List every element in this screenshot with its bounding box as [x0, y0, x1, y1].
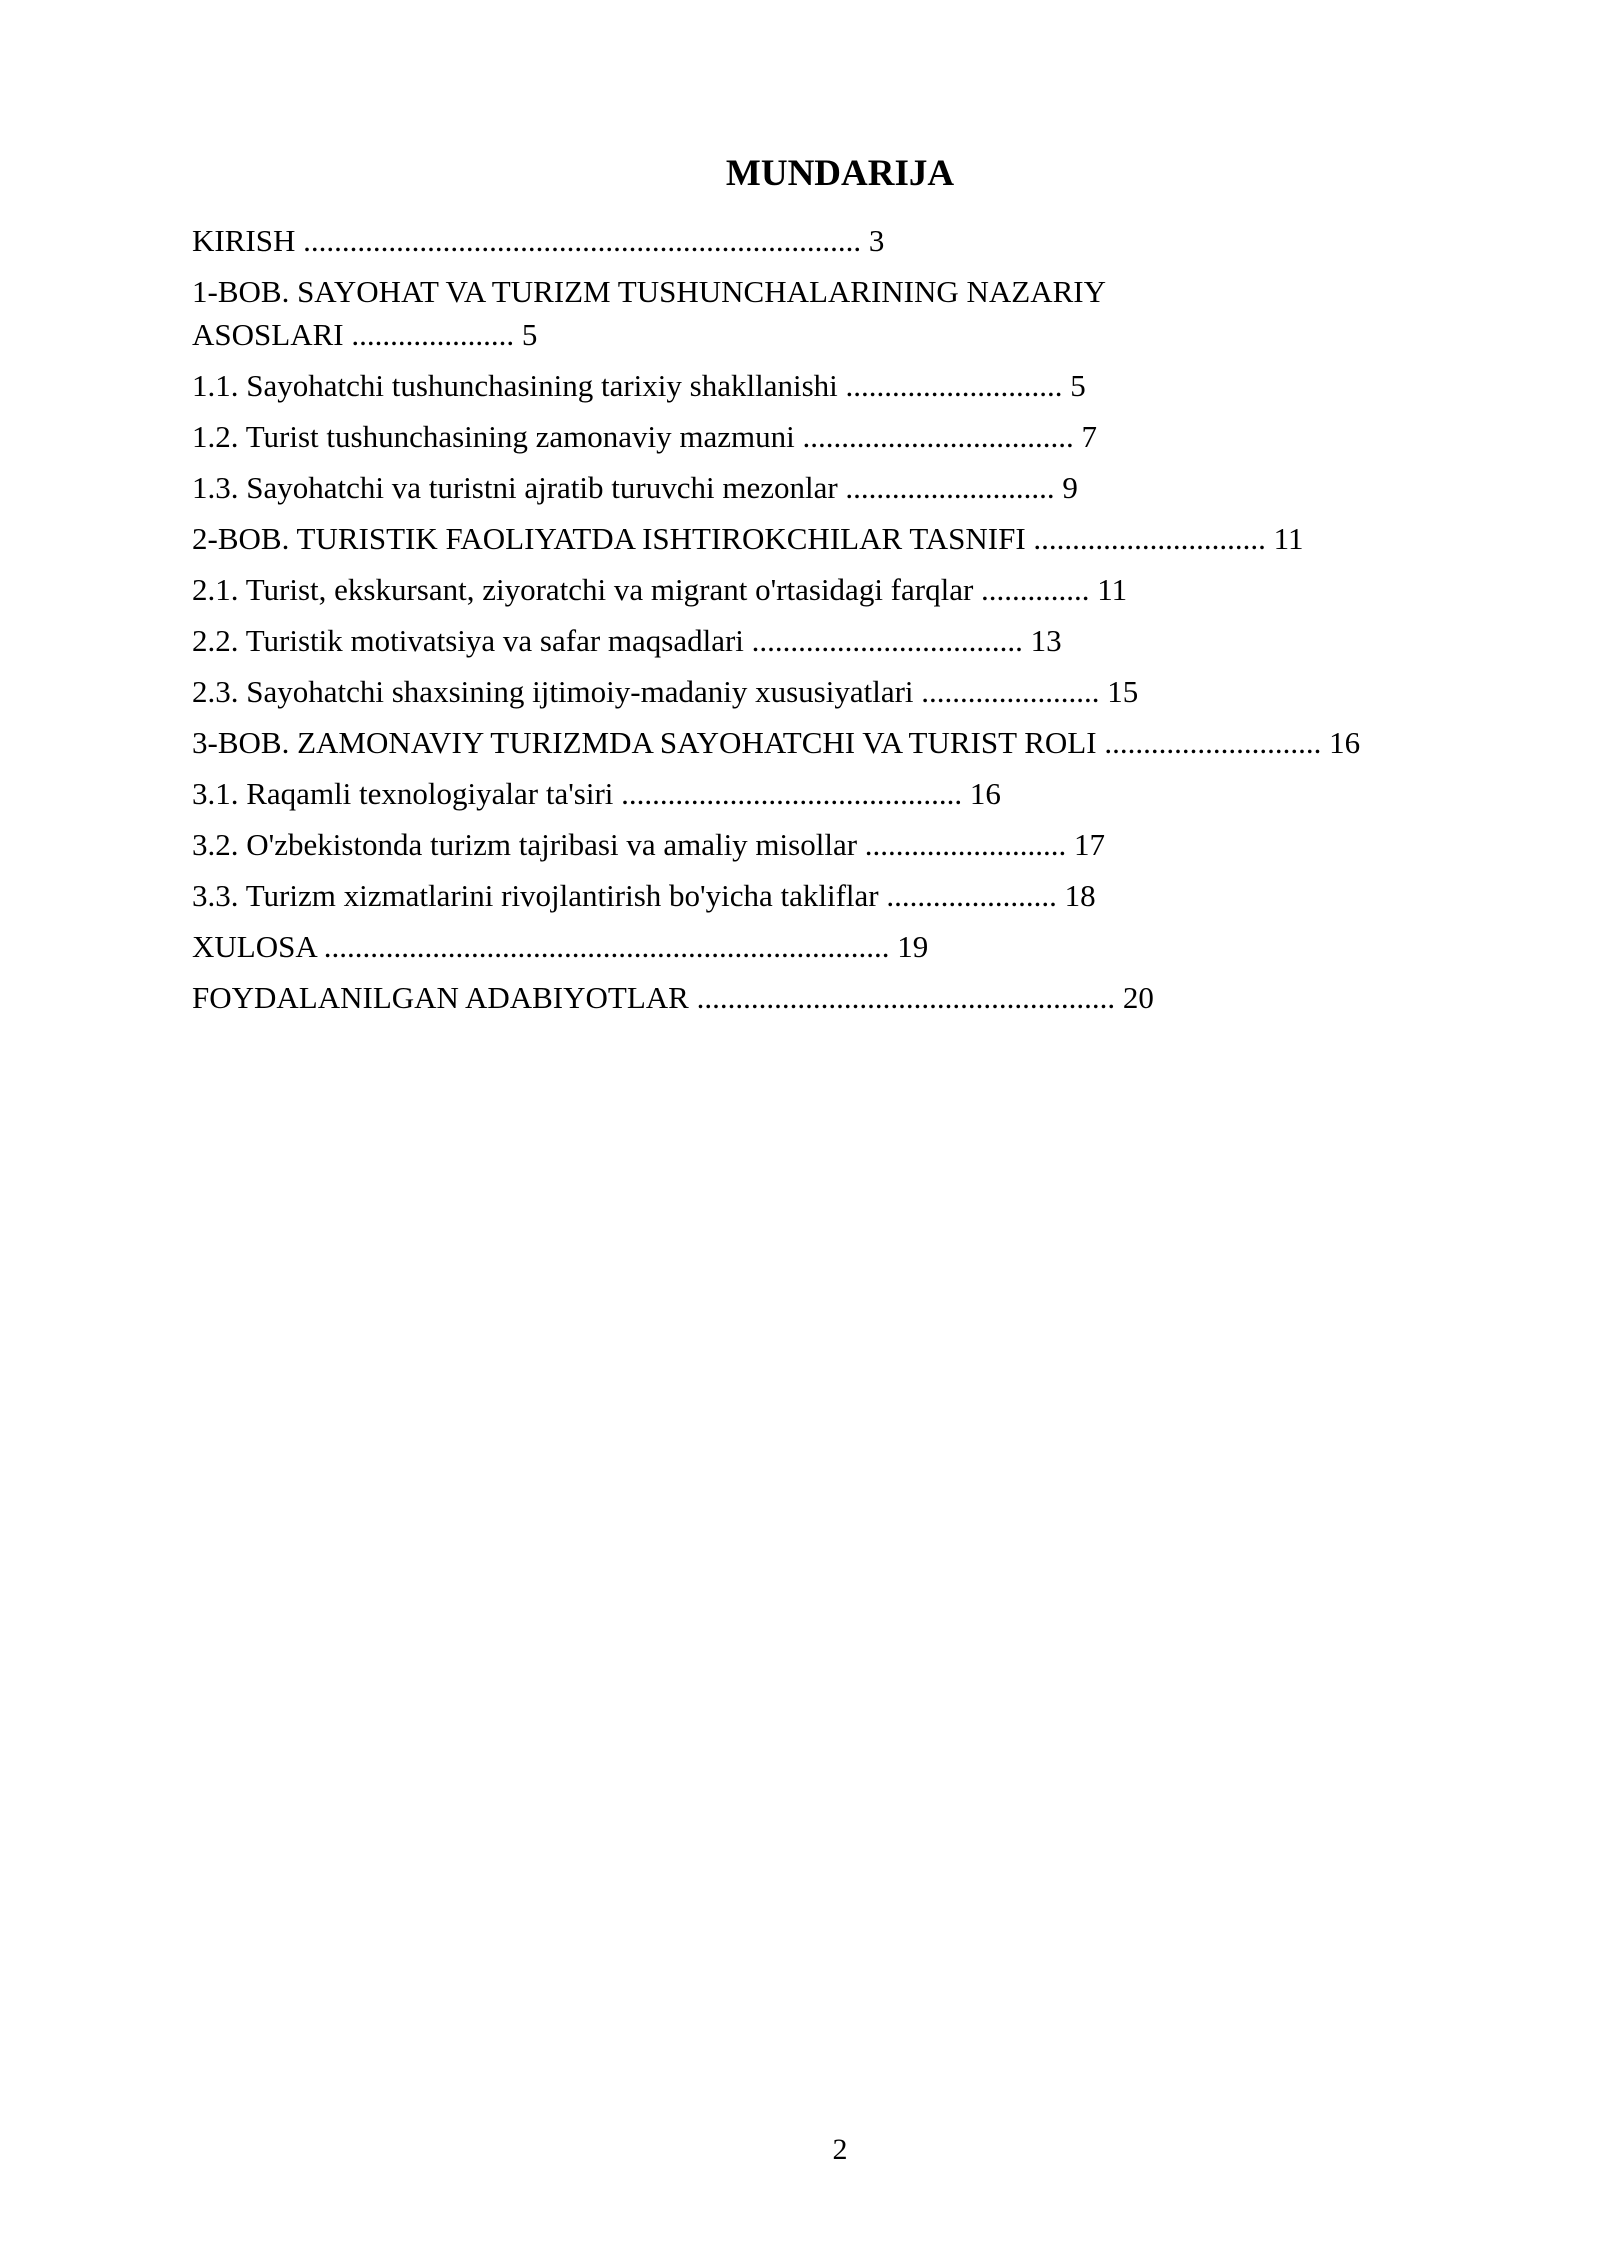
toc-entry-3-1: 3.1. Raqamli texnologiyalar ta'siri ............................................ 16 — [192, 776, 1001, 811]
page-number: 2 — [832, 2133, 848, 2166]
toc-entry-kirish: KIRISH ........................................................................ 3 — [192, 223, 885, 258]
toc-entry-1-1: 1.1. Sayohatchi tushunchasining tarixiy shakllanishi ............................ 5 — [192, 368, 1086, 403]
toc-entry-references: FOYDALANILGAN ADABIYOTLAR ...................................................... 20 — [192, 980, 1154, 1015]
toc-entry-3-3: 3.3. Turizm xizmatlarini rivojlantirish bo'yicha takliflar ...................... 18 — [192, 878, 1096, 913]
table-of-contents — [192, 215, 1452, 1023]
toc-entry-2-3: 2.3. Sayohatchi shaxsining ijtimoiy-madaniy xususiyatlari ....................... 15 — [192, 674, 1139, 709]
toc-entry-chapter-2: 2-BOB. TURISTIK FAOLIYATDA ISHTIROKCHILAR TASNIFI .............................. 11 — [192, 521, 1304, 556]
page-title: MUNDARIJA — [725, 153, 955, 194]
toc-entry-chapter-3: 3-BOB. ZAMONAVIY TURIZMDA SAYOHATCHI VA TURIST ROLI ............................ 16 — [192, 725, 1361, 760]
toc-entry-3-2: 3.2. O'zbekistonda turizm tajribasi va amaliy misollar .......................... 17 — [192, 827, 1106, 862]
toc-entry-2-1: 2.1. Turist, ekskursant, ziyoratchi va migrant o'rtasidagi farqlar .............. 11 — [192, 572, 1128, 607]
toc-entry-1-2: 1.2. Turist tushunchasining zamonaviy mazmuni ................................... 7 — [192, 419, 1097, 454]
toc-entry-chapter-1: 1-BOB. SAYOHAT VA TURIZM TUSHUNCHALARINING NAZARIY ASOSLARI ..................... 5 — [192, 274, 1105, 352]
toc-entry-2-2: 2.2. Turistik motivatsiya va safar maqsadlari ................................... 13 — [192, 623, 1062, 658]
toc-entry-xulosa: XULOSA ......................................................................... 19 — [192, 929, 929, 964]
toc-entry-1-3: 1.3. Sayohatchi va turistni ajratib turuvchi mezonlar ........................... 9 — [192, 470, 1078, 505]
